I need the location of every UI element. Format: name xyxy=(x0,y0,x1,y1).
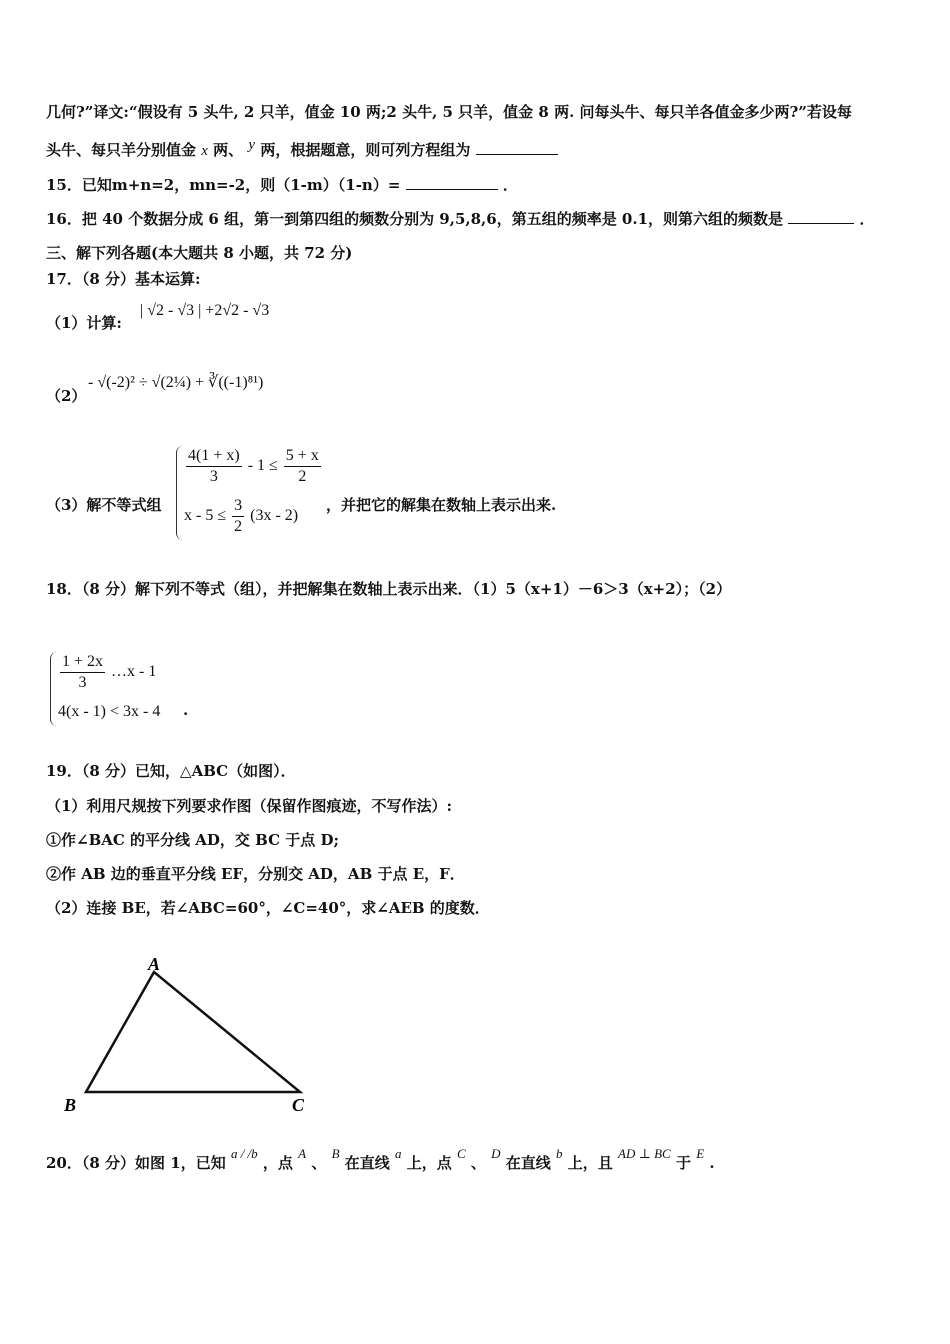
q20-line-b: b xyxy=(556,1146,563,1161)
label-c: C xyxy=(292,1095,305,1115)
q18-ineq1-num: 1 + 2x xyxy=(60,652,105,673)
q20-c: 在直线 xyxy=(344,1154,390,1172)
q20-point-d: D xyxy=(491,1146,501,1161)
var-x: x xyxy=(201,143,208,159)
q18-ineq1 xyxy=(58,652,156,693)
q14-text-a: 头牛、每只羊分别值金 xyxy=(46,141,197,159)
q15 xyxy=(46,174,518,195)
q20-g: 于 xyxy=(675,1154,691,1172)
q17-part1-expr: | √2 - √3 | +2√2 - √3 xyxy=(140,302,270,319)
q15-end: ． xyxy=(502,176,518,194)
q16-text: 16．把 40 个数据分成 6 组，第一到第四组的频数分别为 9,5,8,6，第五组的频率是 0.1，则第六组的频数是 xyxy=(46,210,784,228)
q17-part2-label: （2） xyxy=(46,387,87,405)
triangle-abc xyxy=(86,972,300,1092)
q20-end: . xyxy=(709,1154,715,1172)
q20-point-b: B xyxy=(331,1146,340,1161)
q17-part3-label: （3）解不等式组 xyxy=(46,496,162,514)
q20-a: 20．（8 分）如图 1，已知 xyxy=(46,1154,226,1172)
q18-end: . xyxy=(183,701,189,719)
q14-text-c: 两，根据题意，则可列方程组为 xyxy=(260,141,471,159)
label-a: A xyxy=(148,954,161,974)
q17-ineq1-rden: 2 xyxy=(298,468,307,485)
q16-end: ． xyxy=(859,210,875,228)
q19-part1: （1）利用尺规按下列要求作图（保留作图痕迹，不写作法）: xyxy=(46,797,452,815)
q20-sep2: 、 xyxy=(470,1154,486,1172)
q19-part2: （2）连接 BE，若∠ABC=60°，∠C=40°，求∠AEB 的度数． xyxy=(46,899,490,917)
q20-perp: AD ⊥ BC xyxy=(618,1146,671,1161)
q17-ineq1-mid: - 1 ≤ xyxy=(247,457,278,475)
q17-ineq1-frac xyxy=(186,446,242,487)
q20-point-c: C xyxy=(457,1146,466,1161)
q18-ineq1-den: 3 xyxy=(78,674,87,691)
q20-point-a: A xyxy=(298,1146,307,1161)
q20-e: 在直线 xyxy=(505,1154,551,1172)
q17-part2-expr: - √(-2)² ÷ √(2¼) + ∛((-1)⁸¹) xyxy=(88,374,264,391)
q15-text: 15．已知m+n=2，mn=-2，则（1-m）（1-n）= xyxy=(46,176,401,194)
q17-ineq1-den: 3 xyxy=(209,468,218,485)
q17-ineq2-den: 2 xyxy=(234,518,243,535)
q17-ineq2-b: (3x - 2) xyxy=(250,507,299,525)
answer-blank-15[interactable] xyxy=(406,175,498,190)
q18-system-brace xyxy=(50,652,57,726)
q17-system-brace xyxy=(176,446,183,540)
q17-ineq1 xyxy=(184,446,323,487)
q19-construction2: ②作 AB 边的垂直平分线 EF，分别交 AD，AB 于点 E，F． xyxy=(46,865,465,883)
answer-blank-16[interactable] xyxy=(788,209,854,224)
q18-title: 18．（8 分）解下列不等式（组），并把解集在数轴上表示出来．（1）5（x+1）－6＞3（x+2）；（2） xyxy=(46,580,732,598)
q17-ineq1-num: 4(1 + x) xyxy=(186,446,242,467)
q17-ineq2-num: 3 xyxy=(232,496,244,517)
q17-part3-tail: ，并把它的解集在数轴上表示出来. xyxy=(326,496,557,514)
q18-ineq1-b: …x - 1 xyxy=(111,663,157,681)
q19-title: 19．（8 分）已知，△ABC（如图）． xyxy=(46,762,296,780)
q20-parallel: a / /b xyxy=(230,1146,258,1161)
q20-sep1: 、 xyxy=(311,1154,327,1172)
q20-d: 上，点 xyxy=(406,1154,452,1172)
q20-f: 上，且 xyxy=(567,1154,613,1172)
q16 xyxy=(46,208,875,229)
q20-b: ，点 xyxy=(262,1154,293,1172)
q17-ineq2-a: x - 5 ≤ xyxy=(184,507,227,525)
q14-line2 xyxy=(46,139,558,160)
q20-point-e: E xyxy=(696,1146,705,1161)
q18-ineq1-frac xyxy=(60,652,105,693)
q17-ineq1-rfrac xyxy=(284,446,321,487)
q14-text-b: 两、 xyxy=(213,141,244,159)
section-title: 三、解下列各题(本大题共 8 小题，共 72 分) xyxy=(46,244,353,262)
triangle-abc-figure xyxy=(60,950,320,1120)
q17-ineq2-frac xyxy=(232,496,244,537)
answer-blank-14[interactable] xyxy=(476,140,558,155)
q17-ineq1-rnum: 5 + x xyxy=(284,446,321,467)
q17-title: 17．（8 分）基本运算: xyxy=(46,270,201,288)
q14-line1: 几何?”译文:“假设有 5 头牛, 2 只羊，值金 10 两;2 头牛, 5 只羊，值金 8 两. 问每头牛、每只羊各值金多少两?”若设每 xyxy=(46,103,852,121)
q20-line-a: a xyxy=(395,1146,402,1161)
label-b: B xyxy=(64,1095,77,1115)
q18-ineq2: 4(x - 1) < 3x - 4 xyxy=(58,703,161,720)
q19-construction1: ①作∠BAC 的平分线 AD，交 BC 于点 D; xyxy=(46,831,340,849)
var-y: y xyxy=(248,137,256,153)
q17-ineq2 xyxy=(184,496,298,537)
q20 xyxy=(46,1146,715,1173)
q17-part1-label: （1）计算: xyxy=(46,314,122,332)
